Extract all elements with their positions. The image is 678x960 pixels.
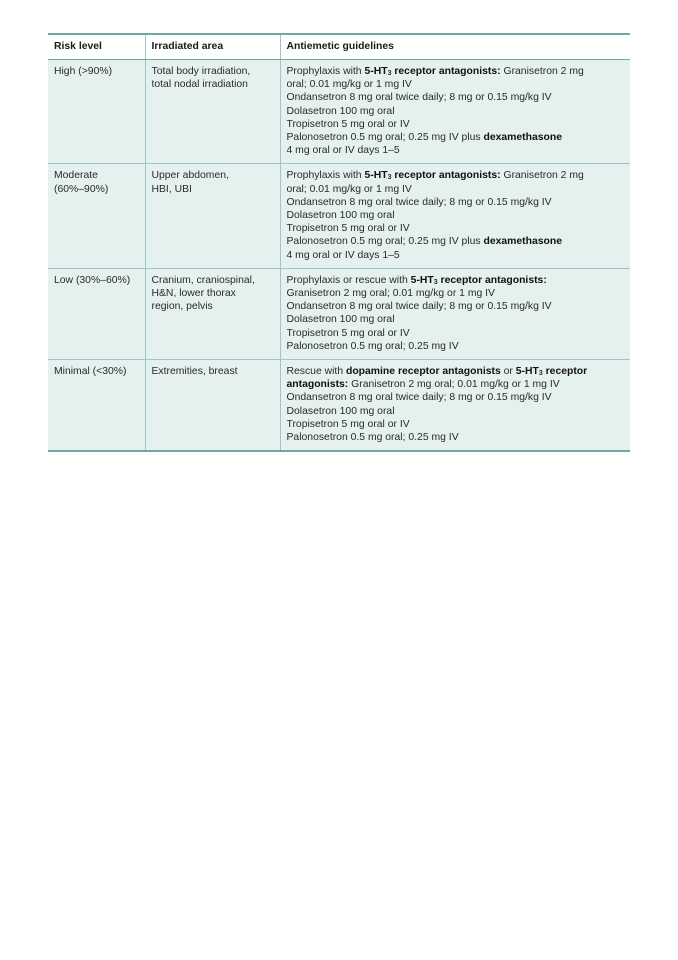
guideline-line [287,327,625,340]
guideline-text: Granisetron 2 mg [500,66,584,77]
guideline-text: Prophylaxis with [286,66,365,77]
guideline-text: Prophylaxis or rescue with [286,274,411,286]
guideline-text: Tropisetron 5 mg oral or IV [286,327,410,339]
irradiated-area-cell-line: H&N, lower thorax [151,288,236,300]
guideline-line [287,287,625,300]
subscript-text: 3 [538,370,543,378]
guideline-line [287,365,625,378]
guidelines-cell [280,268,630,359]
irradiated-area-cell [145,60,280,164]
header-row [48,34,630,60]
header-irradiated-area: Irradiated area [145,34,280,60]
table-row [48,360,630,452]
guideline-line [287,196,625,209]
guideline-text: Granisetron 2 mg [500,170,584,182]
risk-level-cell-line: Minimal (<30%) [54,366,127,378]
guideline-text: Ondansetron 8 mg oral twice daily; 8 mg or 0.15 mg/kg IV [286,392,552,404]
guideline-line [287,274,625,287]
risk-level-cell-line: High (>90%) [54,66,113,77]
risk-level-cell [48,268,145,359]
irradiated-area-cell-line: Cranium, craniospinal, [151,274,255,286]
guideline-line [287,222,625,235]
guidelines-cell [280,164,630,268]
guideline-line [287,169,625,182]
guideline-text: Granisetron 2 mg oral; 0.01 mg/kg or 1 mg IV [286,288,495,300]
guideline-text: Tropisetron 5 mg oral or IV [286,118,410,130]
subscript-text: 3 [387,174,392,182]
guideline-text: Ondansetron 8 mg oral twice daily; 8 mg or 0.15 mg/kg IV [286,301,552,313]
bold-text: dopamine receptor antagonists [345,366,501,378]
guideline-line [287,78,625,91]
table-body [48,60,630,452]
guideline-line [287,131,625,144]
risk-level-cell [48,164,145,268]
bold-text: antagonists: [286,379,349,391]
guideline-text: Prophylaxis with [286,170,365,182]
irradiated-area-cell-line: Extremities, breast [151,366,238,378]
guideline-line [287,105,625,118]
guideline-line [287,183,625,196]
bold-text: dexamethasone [483,236,563,248]
irradiated-area-cell [145,164,280,268]
guideline-text: 4 mg oral or IV days 1–5 [286,249,400,261]
table-row [48,60,630,164]
bold-text: 5-HT [364,170,388,182]
guideline-text: Tropisetron 5 mg oral or IV [286,418,410,430]
guideline-text: Palonosetron 0.5 mg oral; 0.25 mg IV plus [286,132,484,144]
irradiated-area-cell-line: total nodal irradiation [151,79,248,91]
guidelines-cell [280,60,630,164]
bold-text: receptor [542,366,588,378]
guideline-line [287,313,625,326]
irradiated-area-cell [145,268,280,359]
bold-text: receptor antagonists: [391,66,501,77]
irradiated-area-cell-line: HBI, UBI [151,183,192,195]
guideline-text: Dolasetron 100 mg oral [286,314,395,326]
header-risk-level: Risk level [48,34,145,60]
guideline-text: Palonosetron 0.5 mg oral; 0.25 mg IV plus [286,236,484,248]
guideline-line [287,378,625,391]
guideline-text: oral; 0.01 mg/kg or 1 mg IV [286,79,412,91]
guideline-line [287,144,625,157]
subscript-text: 3 [387,70,392,77]
bold-text: receptor antagonists: [391,170,501,182]
header-antiemetic-guidelines: Antiemetic guidelines [280,34,630,60]
guidelines-cell [280,360,630,452]
guideline-line [287,91,625,104]
guideline-line [287,249,625,262]
guideline-line [287,431,625,444]
irradiated-area-cell-line: region, pelvis [151,301,213,313]
guideline-text: Ondansetron 8 mg oral twice daily; 8 mg or 0.15 mg/kg IV [286,196,552,208]
table-header [48,34,630,60]
guideline-text: Dolasetron 100 mg oral [286,405,395,417]
guideline-text: oral; 0.01 mg/kg or 1 mg IV [286,183,412,195]
guideline-text: Tropisetron 5 mg oral or IV [286,223,410,235]
guideline-line [287,235,625,248]
table-row [48,268,630,359]
guideline-text: Dolasetron 100 mg oral [286,105,395,117]
irradiated-area-cell [145,360,280,452]
antiemetic-guidelines-table [48,33,630,452]
table-row [48,164,630,268]
guideline-line [287,391,625,404]
guideline-text: Dolasetron 100 mg oral [286,210,395,222]
risk-level-cell-line: Low (30%–60%) [54,274,131,286]
guideline-text: Rescue with [286,366,346,378]
guideline-text: 4 mg oral or IV days 1–5 [286,145,400,157]
bold-text: receptor antagonists: [437,274,547,286]
risk-level-cell-line: Moderate [54,170,98,182]
guideline-text: or [500,366,516,378]
guideline-line [287,300,625,313]
guideline-text: Granisetron 2 mg oral; 0.01 mg/kg or 1 mg IV [348,379,560,391]
risk-level-cell-line: (60%–90%) [54,183,109,195]
bold-text: 5-HT [515,366,539,378]
bold-text: 5-HT [364,66,388,77]
guideline-line [287,118,625,131]
irradiated-area-cell-line: Total body irradiation, [151,66,251,77]
guideline-line [287,340,625,353]
guideline-line [287,405,625,418]
bold-text: dexamethasone [483,132,563,144]
risk-level-cell [48,60,145,164]
guideline-text: Palonosetron 0.5 mg oral; 0.25 mg IV [286,432,459,444]
bold-text: 5-HT [410,274,434,286]
guideline-text: Ondansetron 8 mg oral twice daily; 8 mg or 0.15 mg/kg IV [286,92,552,104]
risk-level-cell [48,360,145,452]
guideline-text: Palonosetron 0.5 mg oral; 0.25 mg IV [286,340,459,352]
guideline-line [287,209,625,222]
irradiated-area-cell-line: Upper abdomen, [151,170,229,182]
guideline-line [287,418,625,431]
subscript-text: 3 [433,278,438,286]
guideline-line [287,65,625,78]
